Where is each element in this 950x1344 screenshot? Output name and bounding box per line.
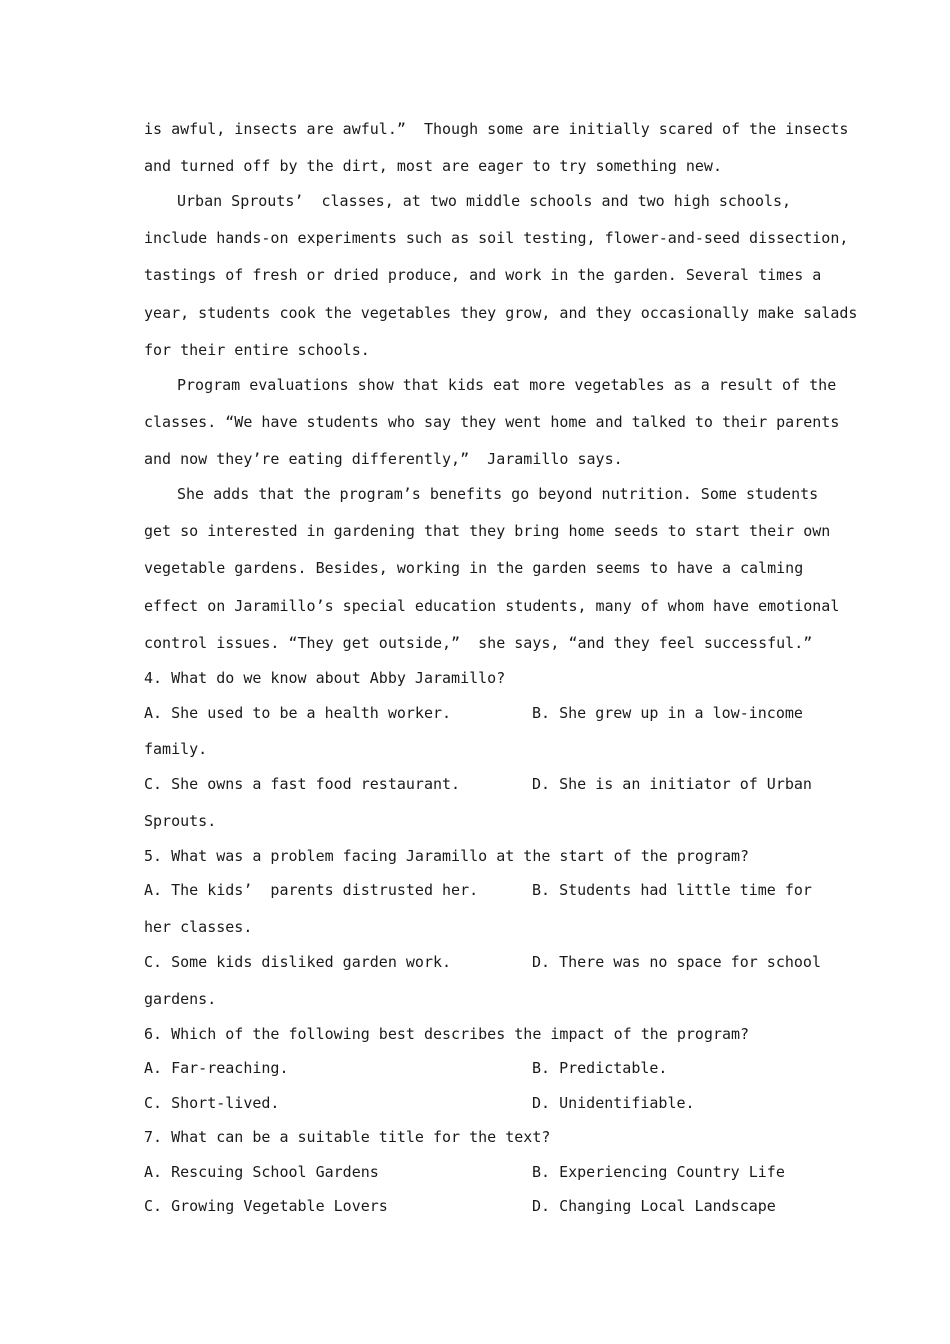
passage-line: Urban Sprouts’ classes, at two middle schools and two high schools, [177,192,792,210]
question-stem-6: 6. Which of the following best describes the impact of the program? [144,1025,750,1043]
passage-line: classes. “We have students who say they went home and talked to their parents [144,413,840,431]
option-6d: D. Unidentifiable. [532,1094,695,1112]
passage-line: tastings of fresh or dried produce, and work in the garden. Several times a [144,266,822,284]
passage-line: for their entire schools. [144,341,370,359]
option-7c: C. Growing Vegetable Lovers [144,1197,388,1215]
passage-line: effect on Jaramillo’s special education students, many of whom have emotional [144,597,840,615]
passage-line: and turned off by the dirt, most are eager to try something new. [144,157,722,175]
passage-line: vegetable gardens. Besides, working in the garden seems to have a calming [144,559,804,577]
option-5a: A. The kids’ parents distrusted her. [144,881,479,899]
option-4d-wrap: Sprouts. [144,812,217,830]
option-5c: C. Some kids disliked garden work. [144,953,452,971]
option-5b-wrap: her classes. [144,918,253,936]
passage-line: year, students cook the vegetables they grow, and they occasionally make salads [144,304,858,322]
question-stem-4: 4. What do we know about Abby Jaramillo? [144,669,506,687]
passage-line: Program evaluations show that kids eat more vegetables as a result of the [177,376,837,394]
option-4b-wrap: family. [144,740,208,758]
option-4c: C. She owns a fast food restaurant. [144,775,461,793]
passage-line: get so interested in gardening that they bring home seeds to start their own [144,522,831,540]
option-7a: A. Rescuing School Gardens [144,1163,379,1181]
option-5b: B. Students had little time for [532,881,812,899]
option-4a: A. She used to be a health worker. [144,704,452,722]
question-stem-7: 7. What can be a suitable title for the text? [144,1128,551,1146]
question-stem-5: 5. What was a problem facing Jaramillo at the start of the program? [144,847,750,865]
option-4b: B. She grew up in a low-income [532,704,803,722]
passage-line: include hands-on experiments such as soil testing, flower-and-seed dissection, [144,229,849,247]
passage-line: is awful, insects are awful.” Though some are initially scared of the insects [144,120,849,138]
passage-line: and now they’re eating differently,” Jaramillo says. [144,450,623,468]
passage-line: control issues. “They get outside,” she says, “and they feel successful.” [144,634,813,652]
option-7b: B. Experiencing Country Life [532,1163,785,1181]
option-6c: C. Short-lived. [144,1094,280,1112]
passage-line: She adds that the program’s benefits go beyond nutrition. Some students [177,485,819,503]
option-5d-wrap: gardens. [144,990,217,1008]
option-6a: A. Far-reaching. [144,1059,289,1077]
option-6b: B. Predictable. [532,1059,668,1077]
option-7d: D. Changing Local Landscape [532,1197,776,1215]
option-4d: D. She is an initiator of Urban [532,775,812,793]
option-5d: D. There was no space for school [532,953,821,971]
